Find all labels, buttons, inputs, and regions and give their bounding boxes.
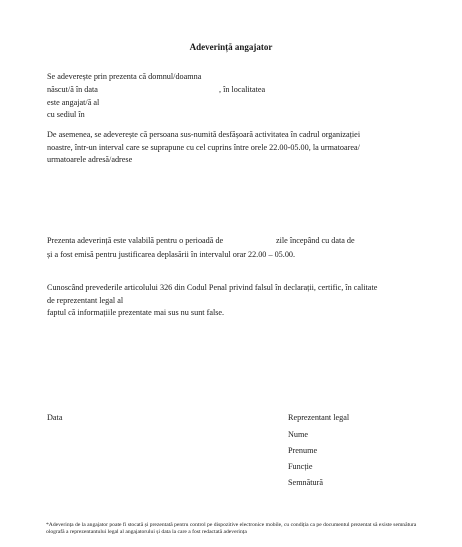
role-label: Funcție [288,462,313,471]
legal-rep-label: Reprezentant legal [288,413,350,422]
intro-line-2-place: , în localitatea [219,85,266,94]
para3-line-1b: zile începând cu data de [276,236,355,245]
para2-line-1: De asemenea, se adeverește că persoana sus-numită desfășoară activitatea în cadrul organizației [47,130,361,139]
intro-line-3: este angajat/ă al [47,98,100,107]
document-title: Adeverință angajator [189,42,273,52]
para4-line-2: de reprezentant legal al [47,296,124,305]
intro-line-1: Se adeverește prin prezenta că domnul/doamna [47,72,202,81]
para2-line-3: urmatoarele adresă/adrese [47,155,133,164]
para3-line-1a: Prezenta adeverință este valabilă pentru o perioadă de [47,236,224,245]
first-name-label: Prenume [288,446,318,455]
footnote: *Adeverința de la angajator poate fi stocată și prezentată pentru control pe dispozitive electronice mobile, cu condiția ca pe documentul prezentat să existe semnătura olografă a reprezentantului legal al angajatorului și data la care a fost redactată adeverința [46,522,417,535]
para2-line-2: noastre, într-un interval care se suprapune cu cel cuprins între orele 22.00-05.00, la urmatoarea/ [47,143,360,152]
name-label: Nume [288,430,309,439]
para4-line-1: Cunoscând prevederile articolului 326 din Codul Penal privind falsul în declarații, certific, în calitate [47,283,378,292]
intro-line-4: cu sediul în [47,110,85,119]
para3-line-2: și a fost emisă pentru justificarea deplasării în intervalul orar 22.00 – 05.00. [47,250,296,259]
para4-line-3: faptul că informațiile prezentate mai sus nu sunt false. [47,308,225,317]
signature-label: Semnătură [288,478,324,487]
intro-line-2-date: născut/ă în data [47,85,98,94]
date-label: Data [47,413,63,422]
